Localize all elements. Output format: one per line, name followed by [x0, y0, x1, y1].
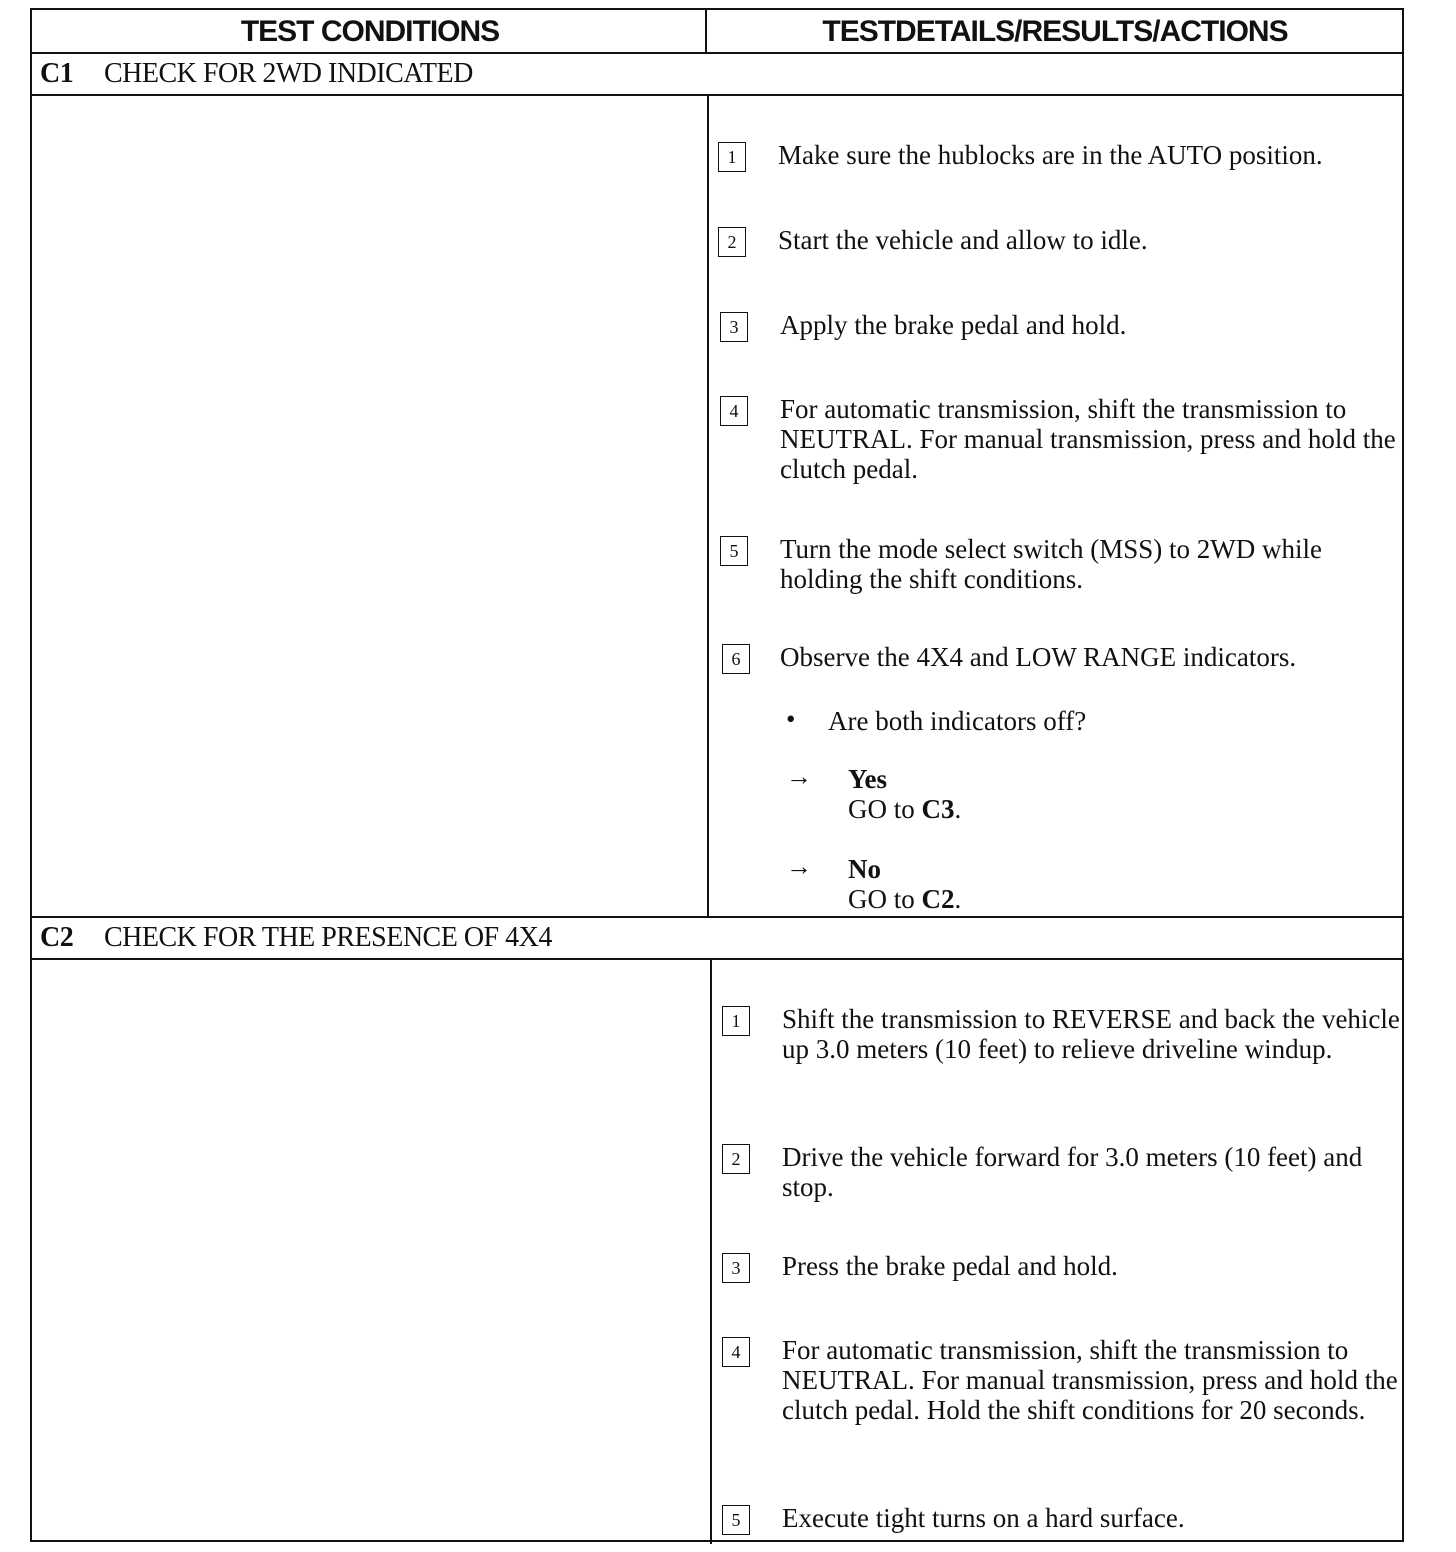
header-test-details: TESTDETAILS/RESULTS/ACTIONS: [822, 15, 1288, 48]
answer-target: C3: [921, 794, 955, 824]
c1-answer-yes: [848, 764, 961, 824]
step-text: Start the vehicle and allow to idle.: [778, 225, 1148, 255]
section-c2-id: C2: [40, 922, 74, 953]
step-number-box: 4: [722, 1337, 750, 1367]
step-text: Press the brake pedal and hold.: [782, 1251, 1118, 1281]
step-number-box: 3: [722, 1253, 750, 1283]
section-c1-title: CHECK FOR 2WD INDICATED: [104, 58, 473, 89]
step-number-box: 1: [722, 1006, 750, 1036]
c1-question: Are both indicators off?: [828, 706, 1087, 736]
step-text: Apply the brake pedal and hold.: [780, 310, 1127, 340]
step-number-box: 2: [722, 1144, 750, 1174]
answer-label: Yes: [848, 764, 887, 794]
arrow-right-icon: →: [786, 852, 812, 881]
answer-suffix: .: [954, 884, 962, 914]
step-number-box: 6: [722, 644, 750, 674]
section-c1-details: [718, 96, 1408, 916]
answer-prefix: GO to: [848, 884, 922, 914]
step-number-box: 3: [720, 312, 748, 342]
bullet-icon: •: [786, 704, 796, 734]
step-text: Drive the vehicle forward for 3.0 meters (10 feet) and stop.: [782, 1142, 1363, 1202]
step-text: Shift the transmission to REVERSE and back the vehicle up 3.0 meters (10 feet) to relieve driveline windup.: [782, 1004, 1400, 1064]
arrow-right-icon: →: [786, 762, 812, 791]
step-text: Make sure the hublocks are in the AUTO position.: [778, 140, 1323, 170]
section-c2-title: CHECK FOR THE PRESENCE OF 4X4: [104, 922, 552, 953]
step-text: Execute tight turns on a hard surface.: [782, 1503, 1185, 1533]
section-c1-column-divider: [707, 96, 709, 918]
section-c2-details: [722, 960, 1412, 1540]
header-test-conditions: TEST CONDITIONS: [240, 15, 500, 48]
section-c1-title-row: [32, 54, 1402, 96]
step-number-box: 2: [718, 227, 746, 257]
section-c2-title-row: [32, 918, 1402, 960]
table-header: [32, 10, 1402, 54]
step-number-box: 1: [718, 142, 746, 172]
step-text: Observe the 4X4 and LOW RANGE indicators.: [780, 642, 1297, 672]
answer-target: C2: [921, 884, 955, 914]
step-text: For automatic transmission, shift the transmission to NEUTRAL. For manual transmission, press and hold the clutch pedal. Hold the shift conditions for 20 seconds.: [782, 1335, 1398, 1425]
c1-answer-no: [848, 854, 961, 914]
section-c2-column-divider: [710, 960, 712, 1544]
header-divider: [705, 10, 707, 54]
answer-prefix: GO to: [848, 794, 922, 824]
step-text: For automatic transmission, shift the transmission to NEUTRAL. For manual transmission, press and hold the clutch pedal.: [780, 394, 1396, 484]
answer-label: No: [848, 854, 881, 884]
section-c1-id: C1: [40, 58, 74, 89]
step-number-box: 4: [720, 396, 748, 426]
diagnostic-table: [30, 8, 1404, 1542]
answer-suffix: .: [954, 794, 962, 824]
step-number-box: 5: [722, 1505, 750, 1535]
step-number-box: 5: [720, 536, 748, 566]
step-text: Turn the mode select switch (MSS) to 2WD while holding the shift conditions.: [780, 534, 1322, 594]
